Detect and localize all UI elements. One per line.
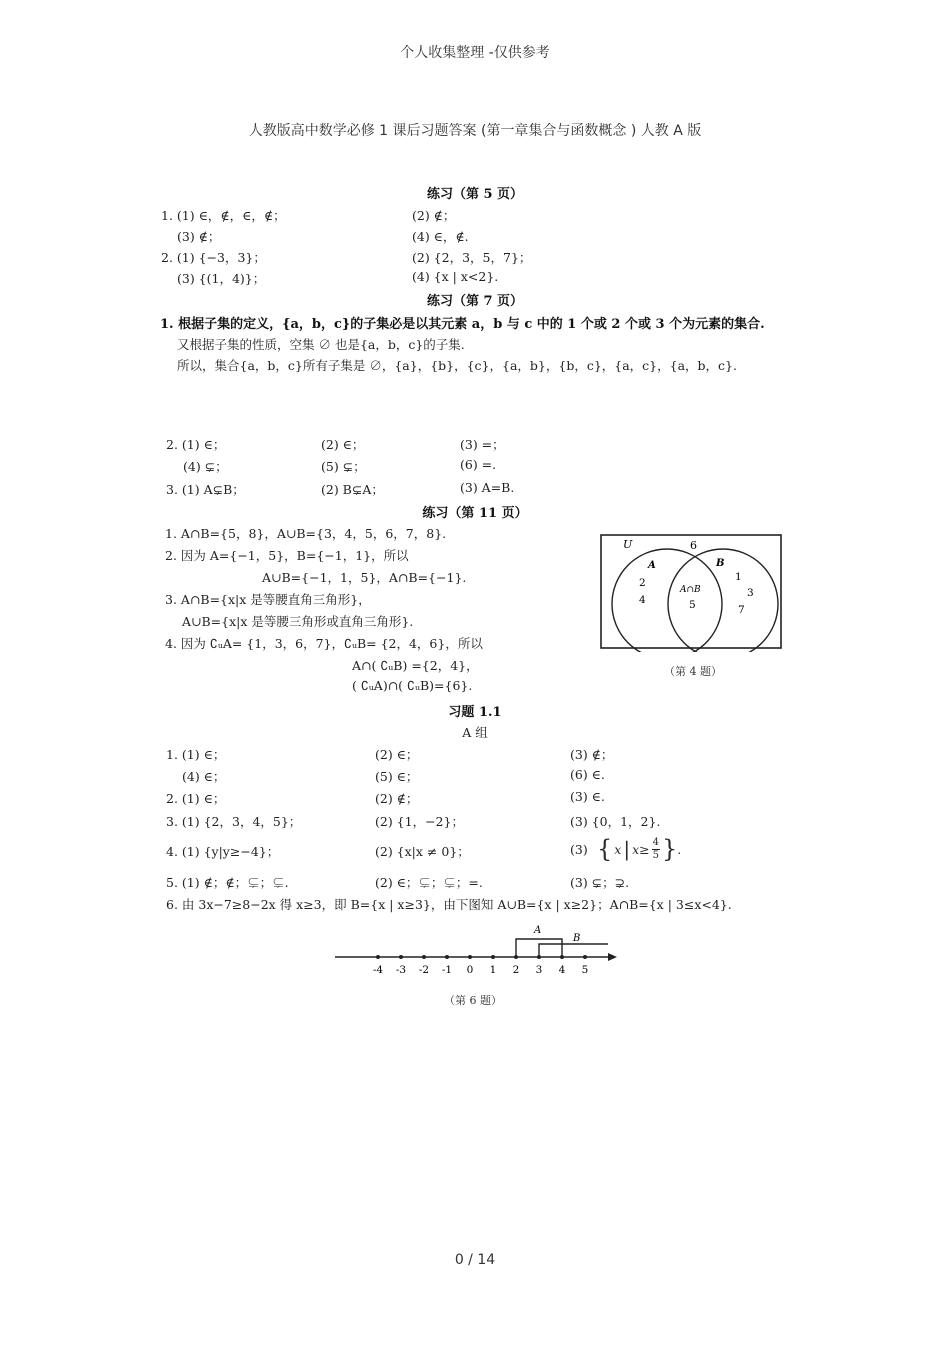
tick-label: 3 xyxy=(535,964,543,976)
tick-mark xyxy=(376,955,380,959)
answer-line: (3) ∉； xyxy=(177,229,221,244)
number-line xyxy=(330,922,620,980)
answer-line: (3) ⊊；⊋. xyxy=(570,875,630,890)
venn-label-a: A xyxy=(648,560,656,571)
venn-b-value: 3 xyxy=(747,587,754,599)
tick-marks xyxy=(373,955,588,976)
answer-line: A∪B={x|x 是等腰三角形或直角三角形}. xyxy=(182,614,414,629)
venn-intersection-label: A∩B xyxy=(680,585,701,595)
venn-caption: （第 4 题） xyxy=(664,665,722,678)
venn-label-u: U xyxy=(623,538,633,551)
answer-line: (3) =； xyxy=(460,437,505,452)
section-heading-p11: 练习（第 11 页） xyxy=(422,506,528,521)
answer-line: (3) ∉； xyxy=(570,747,614,762)
set-a-circle xyxy=(612,549,725,652)
answer-line: (3) xyxy=(570,842,588,857)
answer-line: (2) {x|x ≠ 0}； xyxy=(375,844,470,859)
tick-mark xyxy=(399,955,403,959)
answer-line: (4) ∈； xyxy=(182,769,226,784)
answer-line: 5. (1) ∉；∉；⊊；⊊. xyxy=(166,875,289,890)
venn-a-value: 2 xyxy=(639,577,646,589)
answer-line: (5) ∈； xyxy=(375,769,419,784)
tick-label: 5 xyxy=(581,964,589,976)
tick-label: -3 xyxy=(395,964,407,976)
answer-line: 1. (1) ∈； xyxy=(166,747,226,762)
tick-label: -1 xyxy=(441,964,453,976)
answer-line: (2) {2，3，5，7}； xyxy=(412,250,532,265)
number-line-label-b: B xyxy=(573,933,581,944)
answer-line: (2) ∈； xyxy=(321,437,365,452)
group-label: A 组 xyxy=(462,725,488,740)
answer-line: 1. (1) ∈，∉，∈，∉； xyxy=(161,208,286,223)
answer-line: 6. 由 3x−7≥8−2x 得 x≥3，即 B={x | x≥3}，由下图知 A∪B={x | x≥2}；A∩B={x | 3≤x<4}. xyxy=(166,897,732,912)
fraction-denominator: 5 xyxy=(652,849,659,861)
answer-line: 4. (1) {y|y≥−4}； xyxy=(166,844,280,859)
answer-line: 2. (1) ∈； xyxy=(166,791,226,806)
answer-line: 2. 因为 A={−1，5}，B={−1，1}，所以 xyxy=(165,548,409,563)
answer-line: (2) B⊊A； xyxy=(321,482,384,497)
tick-mark xyxy=(491,955,495,959)
answer-line: 4. 因为 ∁ᵤA= {1，3，6，7}，∁ᵤB= {2，4，6}，所以 xyxy=(165,636,483,651)
answer-line: 3. A∩B={x|x 是等腰直角三角形}， xyxy=(165,592,371,607)
answer-line: 1. A∩B={5，8}，A∪B={3，4，5，6，7，8}. xyxy=(165,526,447,541)
answer-line: (2) ∉； xyxy=(412,208,456,223)
document-title: 人教版高中数学必修 1 课后习题答案 (第一章集合与函数概念 ) 人教 A 版 xyxy=(248,123,702,139)
fraction xyxy=(652,837,660,862)
answer-line: 2. (1) {−3，3}； xyxy=(161,250,266,265)
answer-line: (3) A=B. xyxy=(460,480,515,495)
tick-label: 2 xyxy=(512,964,520,976)
answer-line: 3. (1) A⊊B； xyxy=(166,482,245,497)
answer-line: (3) ∈. xyxy=(570,789,605,804)
tick-label: 1 xyxy=(489,964,497,976)
venn-intersection-value: 5 xyxy=(689,599,696,611)
answer-line: (6) ∈. xyxy=(570,767,605,782)
answer-line: 3. (1) {2，3，4，5}； xyxy=(166,814,302,829)
tick-label: -4 xyxy=(372,964,384,976)
answer-line: ( ∁ᵤA)∩( ∁ᵤB)={6}. xyxy=(352,678,473,693)
tick-mark xyxy=(468,955,472,959)
section-heading-p5: 练习（第 5 页） xyxy=(426,187,524,202)
answer-line: (3) {(1，4)}； xyxy=(177,271,266,286)
number-line-label-a: A xyxy=(534,925,542,936)
set-builder-expression: { x | x≥ $\frac{4}{5}$ } . xyxy=(597,835,682,863)
section-heading-p7: 练习（第 7 页） xyxy=(426,294,524,309)
answer-line: 2. (1) ∈； xyxy=(166,437,226,452)
axis-arrow xyxy=(608,953,617,961)
venn-a-value: 4 xyxy=(639,594,646,606)
venn-b-value: 1 xyxy=(735,571,742,583)
set-b-bracket xyxy=(539,944,608,957)
tick-label: 4 xyxy=(558,964,566,976)
answer-line: A∪B={−1，1，5}，A∩B={−1}. xyxy=(262,570,467,585)
answer-line: (2) ∈；⊊；⊊；=. xyxy=(375,875,483,890)
tick-label: 0 xyxy=(466,964,474,976)
tick-mark xyxy=(422,955,426,959)
venn-diagram xyxy=(598,532,784,652)
number-line-caption: （第 6 题） xyxy=(444,994,502,1007)
answer-line: (3) {0，1，2}. xyxy=(570,814,661,829)
set-variable: x xyxy=(614,841,622,857)
answer-line: (5) ⊊； xyxy=(321,459,366,474)
answer-line: (4) {x | x<2}. xyxy=(412,269,499,284)
answer-line: 又根据子集的性质，空集 ∅ 也是{a，b，c}的子集. xyxy=(177,337,465,352)
section-heading-ex11: 习题 1.1 xyxy=(448,705,502,720)
tick-label: -2 xyxy=(418,964,430,976)
answer-line: (2) ∉； xyxy=(375,791,419,806)
answer-line: (4) ⊊； xyxy=(183,459,228,474)
fraction-numerator: 4 xyxy=(652,836,659,848)
answer-line: (2) ∈； xyxy=(375,747,419,762)
page-number: 0 / 14 xyxy=(454,1252,496,1268)
venn-label-b: B xyxy=(716,558,725,569)
answer-line: (6) =. xyxy=(460,457,497,472)
venn-outside-value: 6 xyxy=(690,539,697,552)
set-condition: x≥ xyxy=(632,841,650,857)
tick-mark xyxy=(445,955,449,959)
answer-line: (4) ∈，∉. xyxy=(412,229,469,244)
answer-line: A∩( ∁ᵤB) ={2，4}， xyxy=(352,658,479,673)
answer-line: 1. 根据子集的定义，{a，b，c}的子集必是以其元素 a，b 与 c 中的 1 个或 2 个或 3 个为元素的集合. xyxy=(160,317,765,332)
answer-line: 所以，集合{a，b，c}所有子集是 ∅，{a}，{b}，{c}，{a，b}，{b，c}，{a，c}，{a，b，c}. xyxy=(177,358,737,373)
page-header: 个人收集整理 -仅供参考 xyxy=(400,45,550,61)
answer-line: (2) {1，−2}； xyxy=(375,814,464,829)
tick-mark xyxy=(583,955,587,959)
venn-b-value: 7 xyxy=(738,604,745,616)
